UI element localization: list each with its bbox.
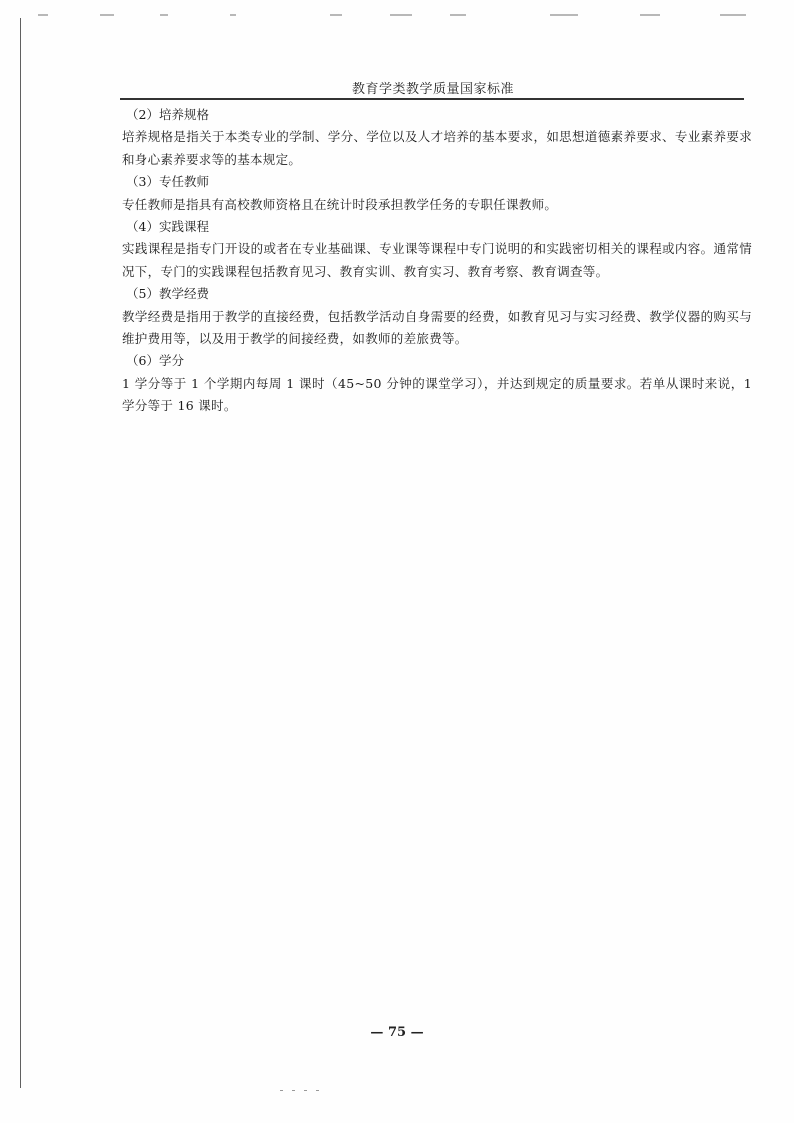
body-text	[122, 104, 752, 418]
section-paragraph: 培养规格是指关于本类专业的学制、学分、学位以及人才培养的基本要求，如思想道德素养要求、专业素养要求和身心素养要求等的基本规定。	[122, 129, 752, 167]
section-paragraph: 实践课程是指专门开设的或者在专业基础课、专业课等课程中专门说明的和实践密切相关的课程或内容。通常情况下，专门的实践课程包括教育见习、教育实训、教育实习、教育考察、教育调查等。	[122, 241, 752, 279]
section-paragraph: 专任教师是指具有高校教师资格且在统计时段承担教学任务的专职任课教师。	[122, 196, 558, 212]
scan-noise	[30, 14, 770, 22]
scan-noise	[280, 1090, 340, 1094]
scan-edge-line	[20, 18, 21, 1088]
header-rule	[120, 98, 744, 100]
page-number: — 75 —	[370, 1025, 424, 1040]
section-heading: （4）实践课程	[126, 219, 209, 235]
section-heading: （2）培养规格	[126, 107, 209, 122]
section-paragraph: 教学经费是指用于教学的直接经费，包括教学活动自身需要的经费，如教育见习与实习经费、教学仪器的购买与维护费用等，以及用于教学的间接经费，如教师的差旅费等。	[122, 308, 752, 347]
section-heading: （6）学分	[126, 353, 184, 369]
header-title: 教育学类教学质量国家标准	[351, 82, 514, 97]
section-paragraph: 1 学分等于 1 个学期内每周 1 课时（45~50 分钟的课堂学习），并达到规定的质量要求。若单从课时来说，1 学分等于 16 课时。	[122, 375, 752, 414]
section-heading: （5）教学经费	[126, 286, 209, 302]
running-header	[120, 76, 744, 100]
section-heading: （3）专任教师	[126, 174, 209, 190]
